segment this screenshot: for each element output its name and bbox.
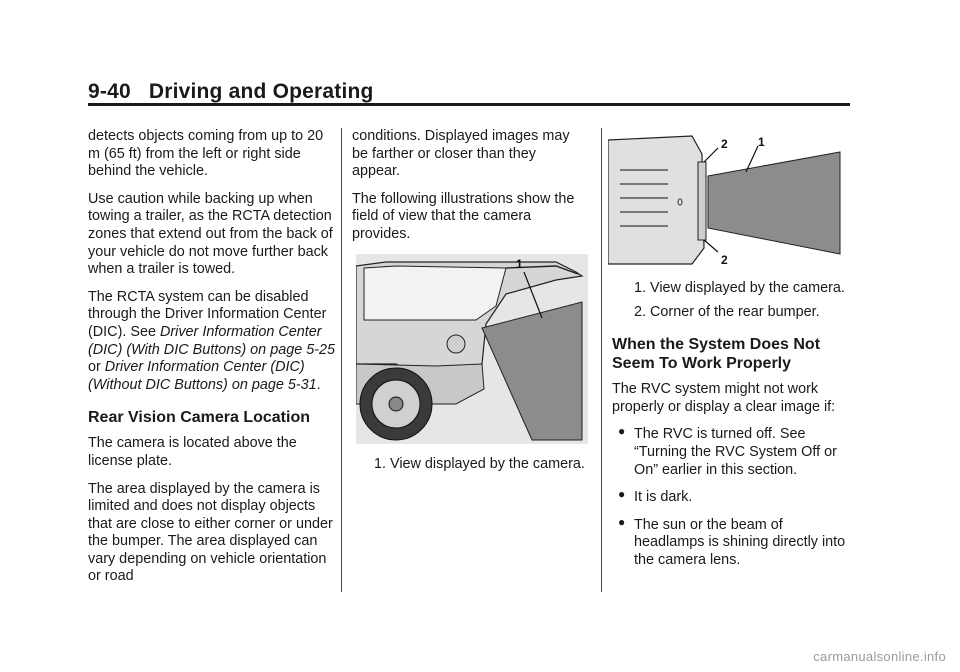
- column-3: [612, 132, 848, 580]
- figure-label-1: 1: [516, 256, 523, 271]
- bullet-text: It is dark.: [634, 489, 693, 506]
- figure-label-2-bottom: 2: [721, 253, 728, 267]
- column-divider-2: [601, 128, 602, 592]
- period-text: .: [316, 376, 321, 393]
- page-header: [88, 80, 374, 104]
- top-view-illustration: [608, 132, 844, 270]
- rear-window: [364, 266, 506, 320]
- wheel-hub: [389, 397, 403, 411]
- section-title: Driving and Operating: [148, 80, 374, 103]
- towing-caution-paragraph: Use caution while backing up when towing a trailer, as the RCTA detection zones that extend out from the back of your vehicle do not move further back when a trailer is towed.: [88, 190, 333, 278]
- bullet-item: [612, 489, 848, 507]
- rcta-disable-text: The RCTA system can be disabled through the Driver Information Center (DIC). See: [88, 288, 327, 340]
- or-text: or: [88, 359, 105, 376]
- bullet-icon: ●: [618, 514, 626, 529]
- vehicle-roof: [608, 136, 704, 264]
- rcta-disable-paragraph: [88, 289, 336, 395]
- column-divider-1: [341, 128, 342, 592]
- rear-bumper: [698, 162, 706, 240]
- figure-label-1: 1: [758, 135, 765, 149]
- illustrations-intro-paragraph: The following illustrations show the field of view that the camera provides.: [352, 190, 575, 242]
- bullet-item: [612, 426, 848, 479]
- figure-caption-view: 1. View displayed by the camera.: [634, 280, 845, 296]
- troubleshooting-heading: When the System Does Not Seem To Work Properly: [612, 336, 821, 373]
- camera-location-paragraph: The camera is located above the license plate.: [88, 435, 297, 469]
- column-1: [88, 128, 336, 596]
- rear-light: [447, 335, 465, 353]
- bullet-icon: ●: [618, 424, 626, 439]
- figure-caption-bumper: 2. Corner of the rear bumper.: [634, 303, 820, 320]
- troubleshooting-intro: The RVC system might not work properly or display a clear image if:: [612, 381, 836, 415]
- image-distance-paragraph: conditions. Displayed images may be farther or closer than they appear.: [352, 128, 570, 180]
- bullet-icon: ●: [618, 487, 626, 502]
- column-2: [352, 128, 587, 479]
- side-view-illustration: [356, 254, 588, 444]
- figure-caption-view: 1. View displayed by the camera.: [374, 455, 585, 472]
- camera-location-heading: Rear Vision Camera Location: [88, 409, 310, 427]
- bullet-item: [612, 514, 848, 570]
- header-rule: [88, 103, 850, 106]
- page-number: 9-40: [88, 80, 131, 103]
- bullet-text: The RVC is turned off. See “Turning the RVC System Off or On” earlier in this section.: [634, 426, 837, 478]
- rcta-range-paragraph: detects objects coming from up to 20 m (65 ft) from the left or right side behind the vehicle.: [88, 128, 324, 180]
- watermark: carmanualsonline.info: [813, 649, 946, 664]
- bullet-text: The sun or the beam of headlamps is shining directly into the camera lens.: [634, 516, 846, 568]
- figure-label-2-top: 2: [721, 137, 728, 151]
- dic-with-buttons-link[interactable]: Driver Information Center (DIC) (With DIC Buttons) on page 5-25: [88, 323, 336, 358]
- dic-without-buttons-link[interactable]: Driver Information Center (DIC) (Without DIC Buttons) on page 5-31: [88, 359, 317, 393]
- camera-area-paragraph: The area displayed by the camera is limited and does not display objects that are close to either corner or under the bumper. The area displayed can vary depending on vehicle orientation or road: [88, 480, 333, 585]
